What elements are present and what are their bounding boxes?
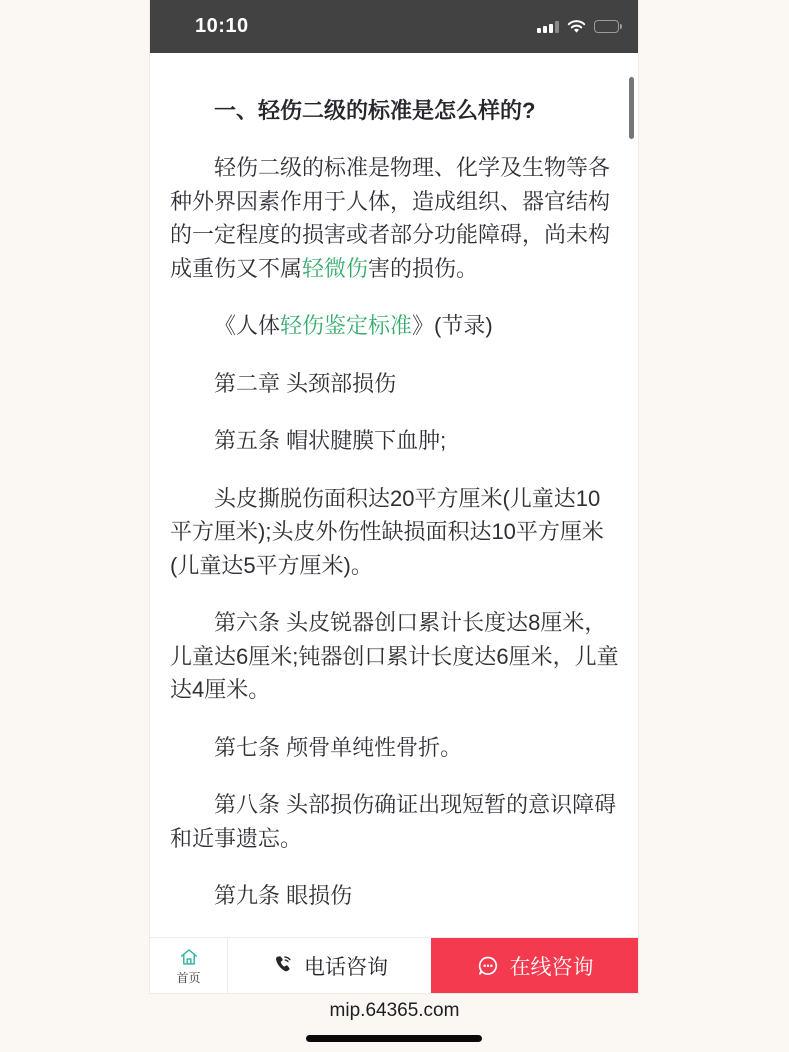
nav-home-label: 首页 [176, 970, 201, 985]
paragraph: 第二章 头颈部损伤 [214, 370, 397, 396]
cellular-signal-icon [537, 21, 559, 33]
nav-phone-button[interactable] [228, 938, 431, 993]
nav-online-label: 在线咨询 [509, 955, 594, 979]
nav-online-consult-button[interactable] [431, 938, 638, 993]
phone-icon [271, 954, 294, 977]
webpage-screenshot [150, 0, 638, 993]
paragraph: 第九条 眼损伤 [214, 883, 353, 908]
paragraph: 《人体轻伤鉴定标准》(节录) [214, 313, 493, 338]
paragraph: 第八条 头部损伤确证出现短暂的意识障碍和近事遗忘。 [170, 792, 617, 851]
inline-link[interactable]: 轻微伤 [302, 255, 369, 281]
home-icon [178, 946, 200, 968]
article-body [170, 151, 621, 913]
chat-bubble-icon [476, 954, 500, 978]
scrollbar-thumb[interactable] [629, 77, 634, 139]
clock: 10:10 [195, 15, 249, 37]
wifi-icon [566, 19, 587, 34]
paragraph: 轻伤二级的标准是物理、化学及生物等各种外界因素作用于人体，造成组织、器官结构的一定程度的损害或者部分功能障碍，尚未构成重伤又不属轻微伤害的损伤。 [170, 155, 611, 281]
status-icons [537, 19, 622, 34]
home-indicator[interactable] [306, 1035, 482, 1042]
paragraph: 第七条 颅骨单纯性骨折。 [214, 734, 463, 760]
paragraph: 第六条 头皮锐器创口累计长度达8厘米，儿童达6厘米;钝器创口累计长度达6厘米，儿童达4厘米。 [170, 610, 619, 702]
article-content [150, 95, 638, 913]
battery-icon [594, 20, 622, 33]
nav-home-button[interactable] [150, 938, 228, 993]
paragraph: 第五条 帽状腱膜下血肿; [214, 428, 447, 453]
inline-link[interactable]: 轻伤鉴定标准 [280, 313, 413, 338]
bottom-nav-bar [150, 937, 638, 993]
site-url: mip.64365.com [329, 1000, 460, 1021]
article-heading: 一、轻伤二级的标准是怎么样的? [214, 98, 536, 123]
nav-phone-label: 电话咨询 [304, 955, 388, 979]
paragraph: 头皮撕脱伤面积达20平方厘米(儿童达10平方厘米);头皮外伤性缺损面积达10平方厘米(儿童达5平方厘米)。 [170, 485, 604, 578]
status-bar [150, 0, 638, 53]
